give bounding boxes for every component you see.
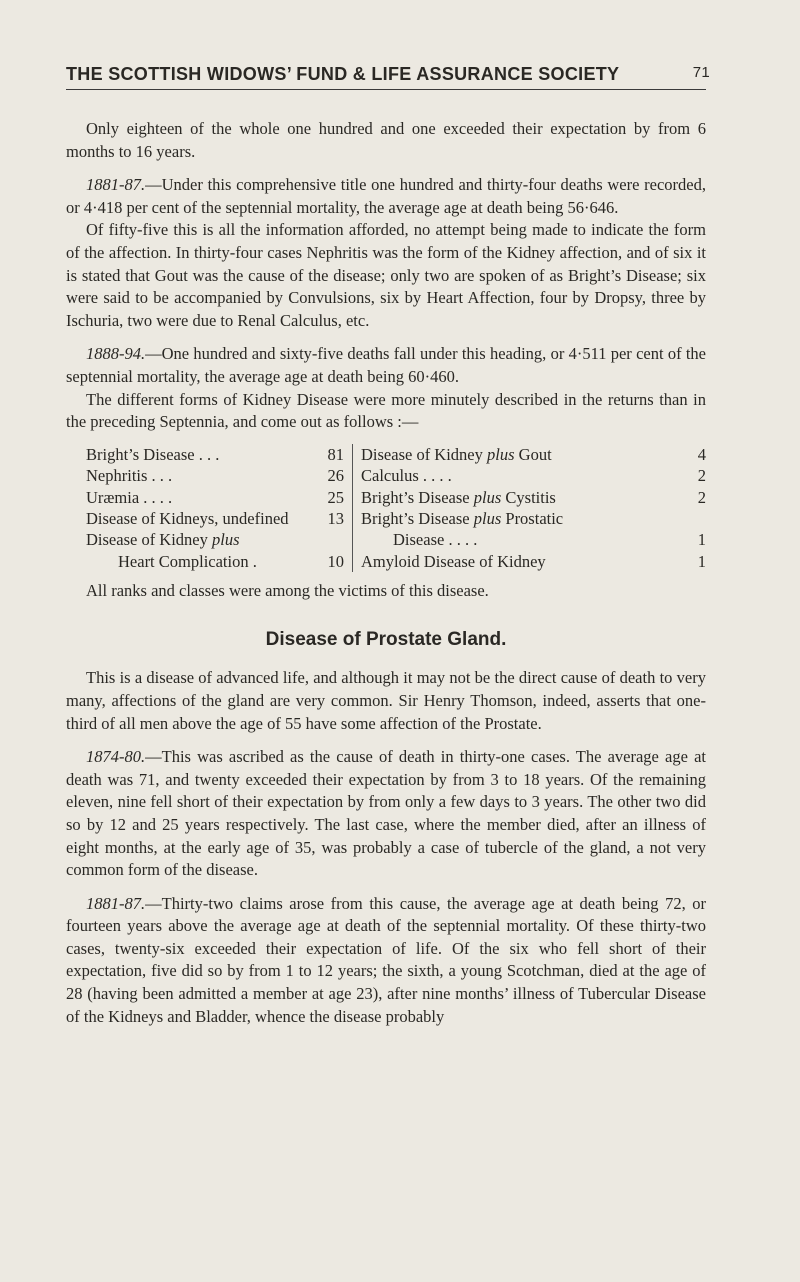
right-disease-name — [353, 465, 687, 486]
paragraph-1881-87-prostate — [66, 893, 706, 1029]
section-heading: Disease of Prostate Gland. — [265, 628, 507, 650]
table-row — [66, 487, 706, 508]
italic-word: plus — [212, 530, 240, 550]
cell-text: Uræmia . . . . — [86, 487, 173, 507]
table-row — [66, 444, 706, 465]
paragraph-text: —Under this comprehensive title one hundred and thirty-four deaths were recorded, or 4·418 per cent of the septennial mortality, the average age at death being 56·646. — [66, 175, 706, 217]
cell-text: 25 — [327, 487, 344, 507]
period-label: 1881-87. — [86, 175, 146, 195]
cell-text: Disease of Kidney — [86, 530, 213, 550]
cell-text: Bright’s Disease . . . — [86, 444, 220, 464]
left-disease-count — [308, 444, 353, 465]
right-disease-count — [686, 465, 706, 486]
paragraph: This is a disease of advanced life, and although it may not be the direct cause of death to very many, affections of the gland are very common. Sir Henry Thomson, indeed, asserts that one-third of all men above the age of 55 have some affection of the Prostate. — [66, 668, 706, 733]
paragraph: Of fifty-five this is all the information afforded, no attempt being made to indicate the form of the affection. In thirty-four cases Nephritis was the form of the Kidney affection, and of six it is stated that Gout was the cause of the disease; only two are spoken of as Bright’s Disease; six were said to be accompanied by Convulsions, six by Heart Affection, four by Dropsy, three by Ischuria, two were due to Renal Calculus, etc. — [66, 220, 706, 330]
right-disease-count — [686, 444, 706, 465]
running-header — [66, 64, 710, 90]
table-row — [66, 465, 706, 486]
kidney-disease-table — [66, 444, 706, 572]
right-disease-name — [353, 529, 687, 550]
cell-text: Nephritis . . . — [86, 466, 173, 486]
paragraph: Only eighteen of the whole one hundred and one exceeded their expectation by from 6 months to 16 years. — [66, 119, 706, 161]
cell-text: 10 — [327, 551, 344, 571]
paragraph-text: —One hundred and sixty-five deaths fall under this heading, or 4·511 per cent of the septennial mortality, the average age at death being 60·460. — [66, 344, 706, 386]
period-label: 1888-94. — [86, 344, 146, 364]
right-disease-name — [353, 551, 687, 572]
paragraph-1881-87 — [66, 174, 706, 219]
italic-word: plus — [473, 508, 502, 528]
italic-word: plus — [473, 487, 502, 507]
italic-word: plus — [487, 444, 515, 464]
cell-text: 4 — [697, 444, 706, 464]
cell-text: 2 — [697, 487, 706, 507]
left-disease-count — [308, 529, 353, 550]
left-disease-name — [66, 487, 308, 508]
right-disease-count — [686, 551, 706, 572]
right-disease-name — [353, 444, 687, 465]
cell-text: 81 — [327, 444, 344, 464]
cell-text: Disease of Kidneys, undefined — [86, 508, 289, 528]
period-label: 1874-80. — [86, 747, 146, 767]
cell-text: 26 — [327, 466, 344, 486]
page-body — [66, 118, 706, 1028]
cell-text: Calculus . . . . — [361, 466, 452, 486]
left-disease-count — [308, 551, 353, 572]
cell-text: 2 — [697, 466, 706, 486]
paragraph-text: —This was ascribed as the cause of death in thirty-one cases. The average age at death was 71, and twenty exceeded their expectation by from 3 to 18 years. Of the remaining eleven, nine fell short of their expectation by from only a few days to 3 years. The other two did so by 12 and 25 years respectively. The last case, where the member died, after an illness of eight months, at the early age of 35, was probably a case of tubercle of the gland, a not very common form of the disease. — [66, 747, 706, 880]
cell-text: 13 — [327, 508, 344, 528]
right-disease-name — [353, 508, 687, 529]
left-disease-name — [66, 529, 308, 550]
cell-text: Bright’s Disease — [361, 508, 474, 528]
left-disease-name — [66, 551, 308, 572]
right-disease-name — [353, 487, 687, 508]
cell-text: Disease of Kidney — [361, 444, 488, 464]
left-disease-name — [66, 508, 308, 529]
paragraph: The different forms of Kidney Disease were more minutely described in the returns than in the preceding Septennia, and come out as follows :— — [66, 389, 706, 432]
left-disease-name — [66, 444, 308, 465]
table-row — [66, 508, 706, 529]
period-label: 1881-87. — [86, 893, 146, 913]
paragraph: All ranks and classes were among the victims of this disease. — [86, 581, 489, 601]
cell-text: Heart Complication . — [118, 551, 257, 571]
cell-text: Prostatic — [501, 508, 564, 528]
header-title: THE SCOTTISH WIDOWS’ FUND & LIFE ASSURANCE SOCIETY — [66, 64, 620, 84]
cell-text: 1 — [697, 530, 706, 550]
table-row — [66, 529, 706, 550]
cell-text: Amyloid Disease of Kidney — [361, 551, 546, 571]
cell-text: Cystitis — [501, 487, 556, 507]
left-disease-name — [66, 465, 308, 486]
paragraph-1888-94 — [66, 343, 706, 388]
right-disease-count — [686, 529, 706, 550]
cell-text: Disease . . . . — [393, 530, 478, 550]
cell-text: 1 — [697, 551, 706, 571]
paragraph-text: —Thirty-two claims arose from this cause, the average age at death being 72, or fourteen years above the average age at death of the septennial mortality. Of these thirty-two cases, twenty-six exceeded their expectation of life. Of the six who fell short of their expectation, five did so by from 1 to 12 years; the sixth, a young Scotchman, died at the age of 28 (having been admitted a member at age 23), after nine months’ illness of Tubercular Disease of the Kidneys and Bladder, whence the disease probably — [66, 893, 706, 1026]
left-disease-count — [308, 508, 353, 529]
right-disease-count — [686, 487, 706, 508]
left-disease-count — [308, 487, 353, 508]
left-disease-count — [308, 465, 353, 486]
right-disease-count — [686, 508, 706, 529]
table-row — [66, 551, 706, 572]
cell-text: Gout — [514, 444, 552, 464]
paragraph-1874-80 — [66, 746, 706, 882]
cell-text: Bright’s Disease — [361, 487, 474, 507]
page-number: 71 — [692, 64, 710, 81]
